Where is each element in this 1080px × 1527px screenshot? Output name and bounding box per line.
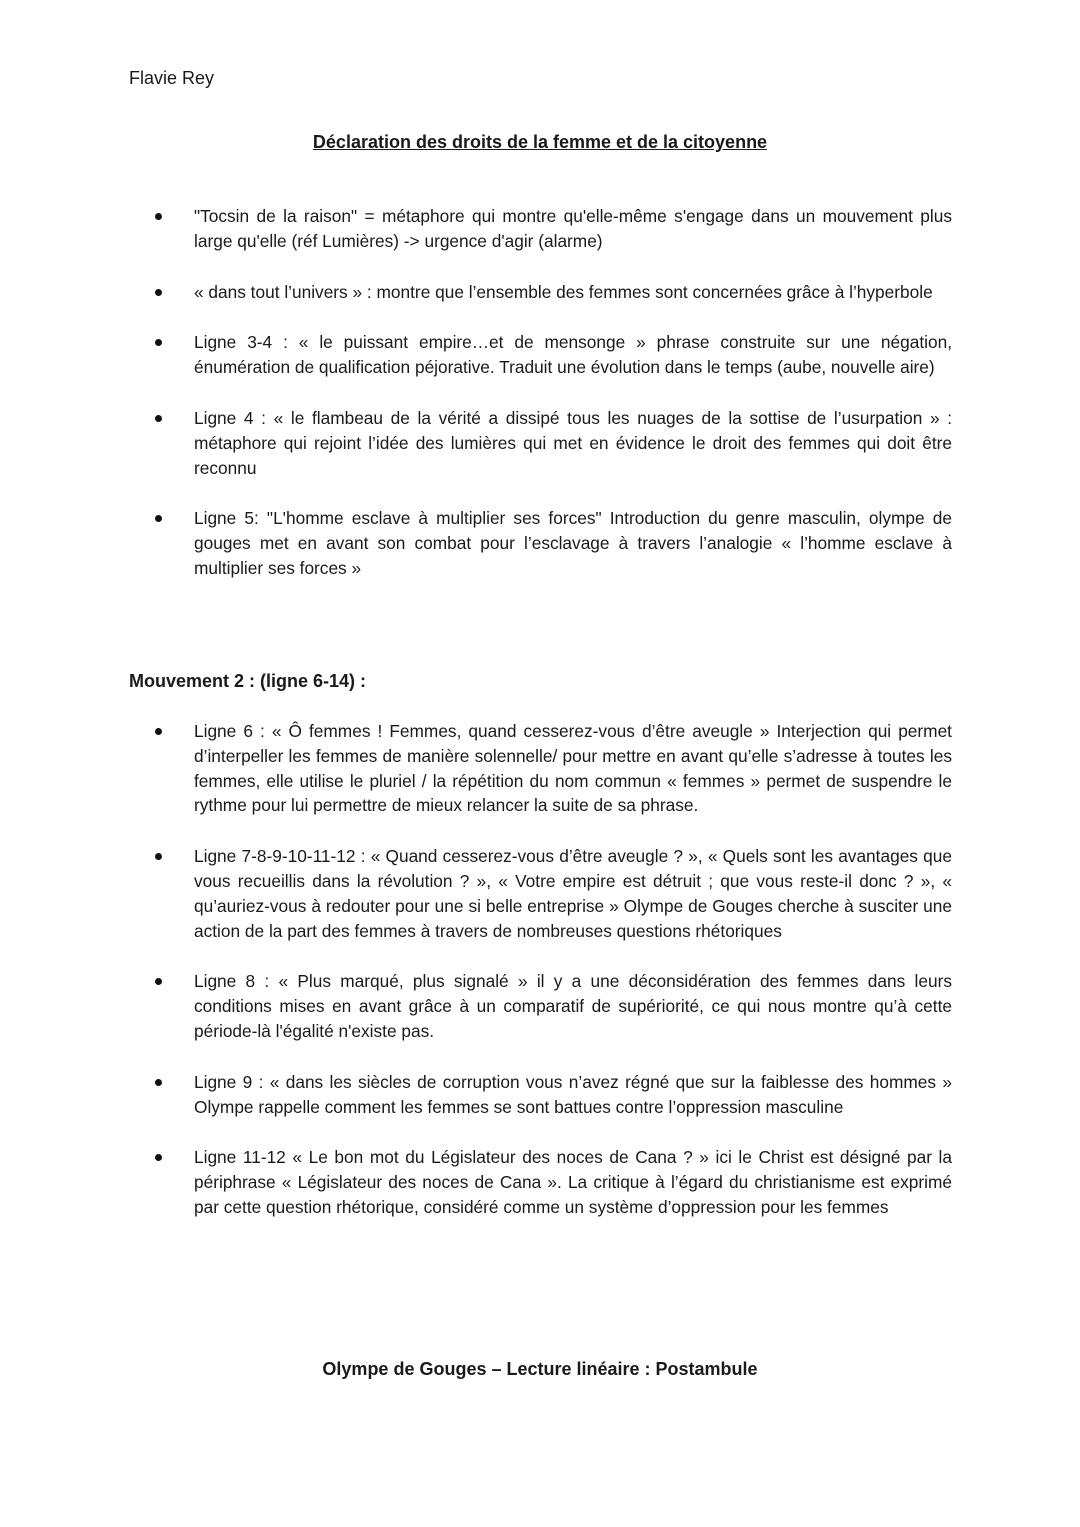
- list-item: [0, 406, 952, 480]
- footer-title: Olympe de Gouges – Lecture linéaire : Postambule: [322, 1359, 758, 1379]
- document-title: Déclaration des droits de la femme et de la citoyenne: [312, 132, 768, 152]
- bullet-icon: [155, 415, 162, 422]
- bullet-icon: [155, 728, 162, 735]
- bullet-icon: [155, 1154, 162, 1161]
- list-item: [0, 1145, 952, 1219]
- movement-1-list: [0, 204, 1080, 607]
- list-item-text: "Tocsin de la raison" = métaphore qui montre qu'elle-même s'engage dans un mouvement plus large qu'elle (réf Lumières) -> urgence d'agir (alarme): [194, 206, 952, 251]
- list-item-text: Ligne 3-4 : « le puissant empire…et de mensonge » phrase construite sur une négation, énumération de qualification péjorative. Traduit une évolution dans le temps (aube, nouvelle aire): [194, 332, 952, 378]
- bullet-icon: [155, 515, 162, 522]
- list-item: [0, 844, 952, 943]
- list-item-text: Ligne 4 : « le flambeau de la vérité a dissipé tous les nuages de la sottise de l’usurpation » : métaphore qui rejoint l’idée des lumières qui met en évidence le droit des femmes qui doit être reconnu: [194, 407, 952, 478]
- list-item-text: Ligne 7-8-9-10-11-12 : « Quand cesserez-vous d’être aveugle ? », « Quels sont les avantages que vous recueillis dans la révolution ? », « Votre empire est détruit ; que vous reste-il donc ? », « qu’auriez-vous à redouter pour une si belle entreprise » Olympe de Gouges cherche à susciter une action de la part des femmes à travers de nombreuses questions rhétoriques: [194, 846, 952, 941]
- list-item-text: « dans tout l’univers » : montre que l’ensemble des femmes sont concernées grâce à l’hyperbole: [194, 281, 933, 302]
- bullet-icon: [155, 853, 162, 860]
- bullet-icon: [155, 1079, 162, 1086]
- bullet-icon: [155, 339, 162, 346]
- list-item: [0, 719, 952, 818]
- list-item: [0, 1070, 952, 1120]
- bullet-icon: [155, 978, 162, 985]
- list-item-text: Ligne 6 : « Ô femmes ! Femmes, quand cesserez-vous d’être aveugle » Interjection qui permet d’interpeller les femmes de manière solennelle/ pour mettre en avant qu’elle s’adresse à toutes les femmes, elle utilise le pluriel / la répétition du nom commun « femmes » permet de suspendre le rythme pour lui permettre de mieux relancer la suite de sa phrase.: [194, 721, 952, 816]
- movement-2-list: [0, 719, 1080, 1246]
- bullet-icon: [155, 213, 162, 220]
- list-item: [0, 330, 952, 380]
- list-item-text: Ligne 11-12 « Le bon mot du Législateur des noces de Cana ? » ici le Christ est désigné par la périphrase « Législateur des noces de Cana ». La critique à l’égard du christianisme est exprimé par cette question rhétorique, considéré comme un système d’oppression pour les femmes: [194, 1147, 952, 1217]
- list-item-text: Ligne 8 : « Plus marqué, plus signalé » il y a une déconsidération des femmes dans leurs conditions mises en avant grâce à un comparatif de supériorité, ce qui nous montre qu’à cette période-là l'égalité n'existe pas.: [194, 971, 952, 1041]
- list-item: [0, 204, 952, 254]
- section-heading: Mouvement 2 : (ligne 6-14) :: [129, 671, 367, 691]
- list-item: [0, 969, 952, 1043]
- bullet-icon: [155, 289, 162, 296]
- list-item: [0, 506, 952, 580]
- list-item-text: Ligne 5: "L'homme esclave à multiplier ses forces" Introduction du genre masculin, olympe de gouges met en avant son combat pour l’esclavage à travers l’analogie « l’homme esclave à multiplier ses forces »: [194, 508, 952, 578]
- list-item: [0, 280, 952, 305]
- list-item-text: Ligne 9 : « dans les siècles de corruption vous n’avez régné que sur la faiblesse des hommes » Olympe rappelle comment les femmes se sont battues contre l’oppression masculine: [194, 1071, 952, 1117]
- author-name: Flavie Rey: [129, 68, 215, 88]
